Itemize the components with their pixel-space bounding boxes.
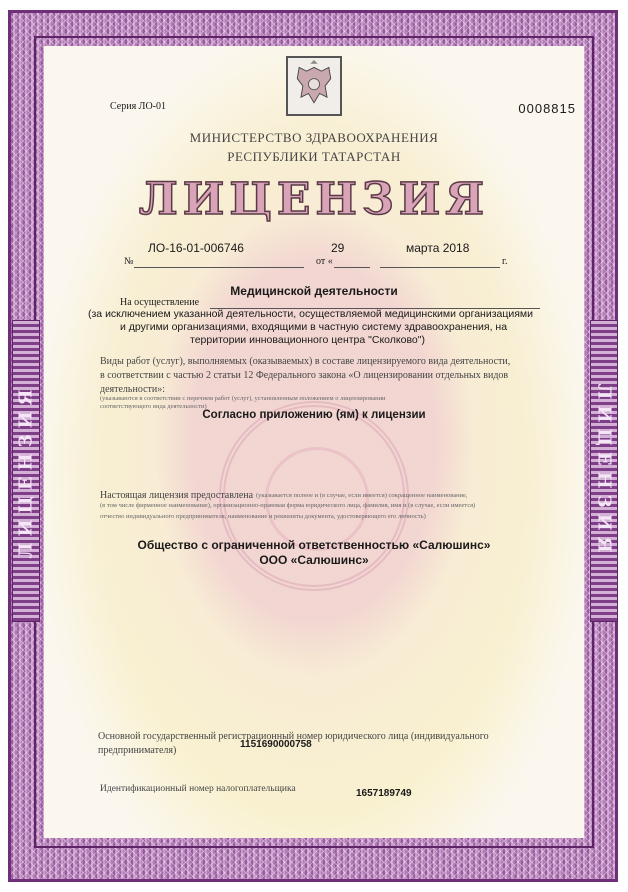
number-label: №	[124, 256, 134, 267]
license-number: ЛО-16-01-006746	[148, 241, 244, 255]
works-paragraph-line: деятельности»:	[100, 384, 166, 395]
organization-short-name: ООО «Салюшинс»	[259, 553, 369, 567]
works-paragraph-line: Виды работ (услуг), выполняемых (оказываемых) в составе лицензируемого вида деятельности,	[100, 356, 511, 367]
granted-label: Настоящая лицензия предоставлена	[100, 490, 254, 501]
coat-of-arms-icon	[286, 56, 342, 116]
ogrn-label-line: предпринимателя)	[98, 745, 177, 756]
activity-note-line: территории инновационного центра "Сколково")	[190, 334, 425, 346]
ogrn-value: 1151690000758	[240, 739, 312, 750]
annex-reference: Согласно приложению (ям) к лицензии	[202, 409, 426, 421]
date-suffix: г.	[502, 256, 508, 267]
activity-note-line: и другими организациями, входящими в частную систему здравоохранения, на	[120, 321, 508, 333]
works-hint: соответствующего вида деятельности)	[100, 403, 207, 410]
series-label: Серия ЛО-01	[110, 101, 167, 112]
serial-number: 0008815	[518, 101, 576, 116]
works-paragraph-line: в соответствии с частью 2 статьи 12 Федерального закона «О лицензировании отдельных видов	[100, 370, 509, 381]
left-side-band-text: ЛИЦЕНЗИЯ	[15, 383, 37, 559]
date-from-label: от «	[316, 256, 333, 267]
inn-value: 1657189749	[356, 788, 412, 799]
date-day: 29	[331, 241, 345, 255]
republic-name: РЕСПУБЛИКИ ТАТАРСТАН	[227, 149, 401, 164]
works-hint: (указываются в соответствии с перечнем работ (услуг), установленным положением о лицензировании	[100, 395, 386, 402]
license-paper	[44, 46, 584, 838]
right-side-band	[590, 320, 618, 622]
number-underline	[134, 267, 304, 268]
inn-label: Идентификационный номер налогоплательщика	[100, 784, 296, 794]
granted-hint: (в том числе фирменное наименование), организационно-правовая форма юридического лица, фамилия, имя и (в случае, если имеется)	[100, 502, 476, 509]
ogrn-label-line: Основной государственный регистрационный номер юридического лица (индивидуального	[98, 731, 489, 742]
activity-type: Медицинской деятельности	[230, 284, 398, 298]
left-side-band	[12, 320, 40, 622]
date-month-year: марта 2018	[406, 241, 470, 255]
granted-hint: (указывается полное и (в случае, если имеется) сокращенное наименование,	[256, 492, 468, 499]
on-implementation-label: На осуществление	[120, 297, 200, 308]
date-month-underline	[380, 267, 500, 268]
ministry-name: МИНИСТЕРСТВО ЗДРАВООХРАНЕНИЯ	[189, 130, 439, 145]
granted-hint: отчество индивидуального предпринимателя, наименование и реквизиты документа, удостоверяющего его личность)	[100, 513, 426, 520]
organization-full-name: Общество с ограниченной ответственностью «Салюшинс»	[137, 538, 491, 552]
document-title: ЛИЦЕНЗИЯ	[138, 174, 490, 225]
date-day-underline	[334, 267, 370, 268]
right-side-band-text: ЛИЦЕНЗИЯ	[593, 383, 615, 559]
activity-note-line: (за исключением указанной деятельности, осуществляемой медицинскими организациями	[88, 308, 533, 320]
